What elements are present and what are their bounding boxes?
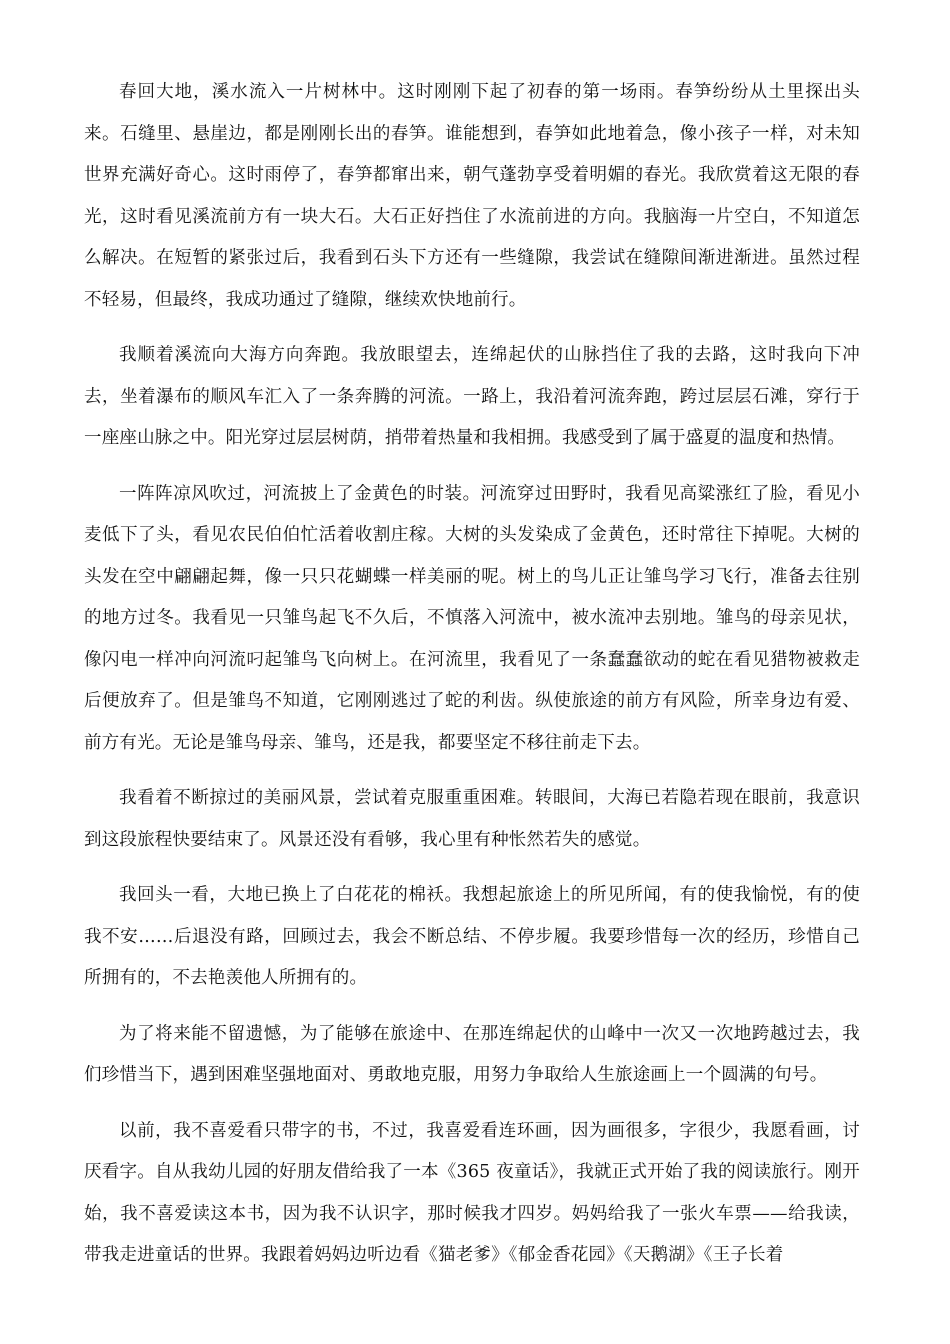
paragraph-3: 一阵阵凉风吹过，河流披上了金黄色的时装。河流穿过田野时，我看见高粱涨红了脸，看见小麦低下了头，看见农民伯伯忙活着收割庄稼。大树的头发染成了金黄色，还时常往下掉呢。大树的头发在空中翩翩起舞，像一只只花蝴蝶一样美丽的呢。树上的鸟儿正让雏鸟学习飞行，准备去往别的地方过冬。我看见一只雏鸟起飞不久后，不慎落入河流中，被水流冲去别地。雏鸟的母亲见状，像闪电一样冲向河流叼起雏鸟飞向树上。在河流里，我看见了一条蠢蠢欲动的蛇在看见猎物被救走后便放弃了。但是雏鸟不知道，它刚刚逃过了蛇的利齿。纵使旅途的前方有风险，所幸身边有爱、前方有光。无论是雏鸟母亲、雏鸟，还是我，都要坚定不移往前走下去。 [84,483,860,753]
document-body [84,72,860,1291]
paragraph-4: 我看着不断掠过的美丽风景，尝试着克服重重困难。转眼间，大海已若隐若现在眼前，我意识到这段旅程快要结束了。风景还没有看够，我心里有种怅然若失的感觉。 [84,788,860,850]
paragraph-6: 为了将来能不留遗憾，为了能够在旅途中、在那连绵起伏的山峰中一次又一次地跨越过去，我们珍惜当下，遇到困难坚强地面对、勇敢地克服，用努力争取给人生旅途画上一个圆满的句号。 [84,1023,860,1085]
paragraph-1: 春回大地，溪水流入一片树林中。这时刚刚下起了初春的第一场雨。春笋纷纷从土里探出头来。石缝里、悬崖边，都是刚刚长出的春笋。谁能想到，春笋如此地着急，像小孩子一样，对未知世界充满好奇心。这时雨停了，春笋都窜出来，朝气蓬勃享受着明媚的春光。我欣赏着这无限的春光，这时看见溪流前方有一块大石。大石正好挡住了水流前进的方向。我脑海一片空白，不知道怎么解决。在短暂的紧张过后，我看到石头下方还有一些缝隙，我尝试在缝隙间渐进渐进。虽然过程不轻易，但最终，我成功通过了缝隙，继续欢快地前行。 [84,82,860,310]
paragraph-2: 我顺着溪流向大海方向奔跑。我放眼望去，连绵起伏的山脉挡住了我的去路，这时我向下冲去，坐着瀑布的顺风车汇入了一条奔腾的河流。一路上，我沿着河流奔跑，跨过层层石滩，穿行于一座座山脉之中。阳光穿过层层树荫，捎带着热量和我相拥。我感受到了属于盛夏的温度和热情。 [84,345,860,448]
paragraph-5: 我回头一看，大地已换上了白花花的棉袄。我想起旅途上的所见所闻，有的使我愉悦，有的使我不安……后退没有路，回顾过去，我会不断总结、不停步履。我要珍惜每一次的经历，珍惜自己所拥有的，不去艳羡他人所拥有的。 [84,885,860,988]
paragraph-7: 以前，我不喜爱看只带字的书，不过，我喜爱看连环画，因为画很多，字很少，我愿看画，讨厌看字。自从我幼儿园的好朋友借给我了一本《365 夜童话》，我就正式开始了我的阅读旅行。刚开始，我不喜爱读这本书，因为我不认识字，那时候我才四岁。妈妈给我了一张火车票——给我读，带我走进童话的世界。我跟着妈妈边听边看《猫老爹》《郁金香花园》《天鹅湖》《王子长着 [84,1120,860,1265]
